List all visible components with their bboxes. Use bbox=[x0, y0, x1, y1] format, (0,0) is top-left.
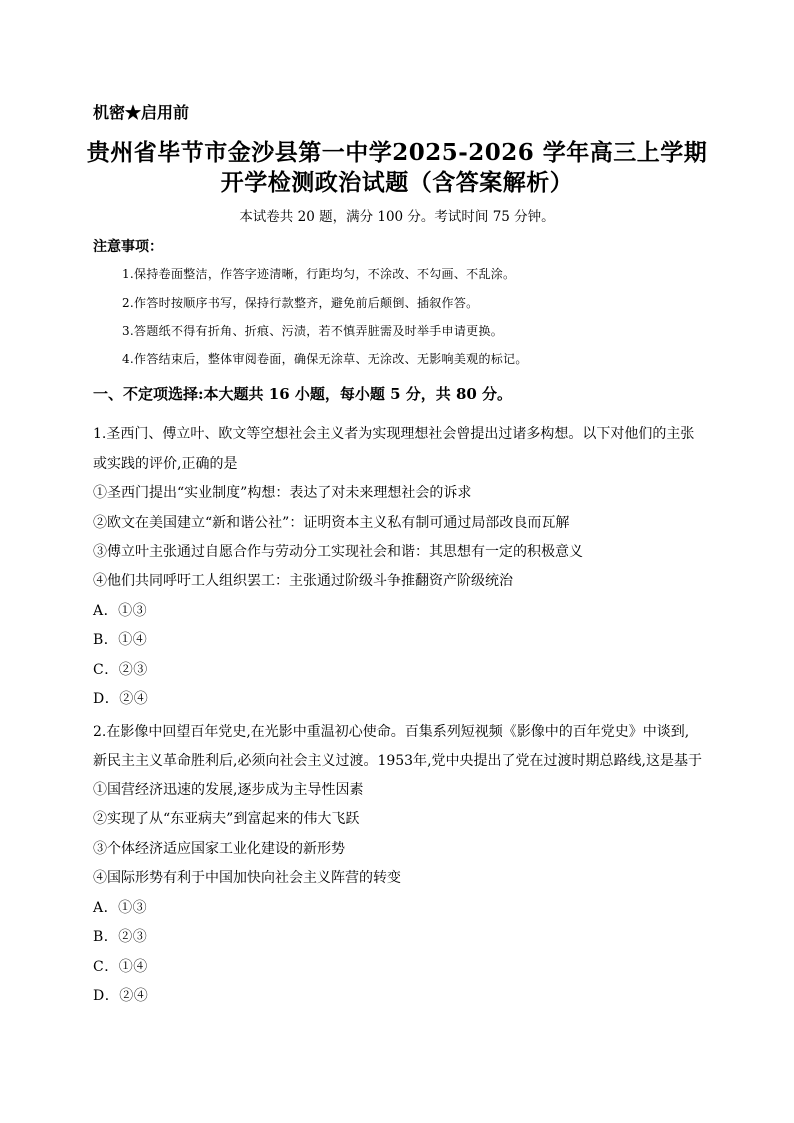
notice-item: 3.答题纸不得有折角、折痕、污渍，若不慎弄脏需及时举手申请更换。 bbox=[122, 324, 504, 338]
question-2-stem-cont: 新民主主义革命胜利后,必须向社会主义过渡。1953年,党中央提出了党在过渡时期总路线,这是基于 bbox=[93, 753, 702, 769]
question-1-option-b[interactable]: B．①④ bbox=[93, 632, 148, 648]
question-1-option-c[interactable]: C．②③ bbox=[93, 662, 148, 678]
question-1-statement: ④他们共同呼吁工人组织罢工：主张通过阶级斗争推翻资产阶级统治 bbox=[93, 573, 513, 589]
question-2-statement: ④国际形势有利于中国加快向社会主义阵营的转变 bbox=[93, 870, 401, 886]
exam-title-line2: 开学检测政治试题（含答案解析） bbox=[220, 169, 574, 196]
question-2-statement: ①国营经济迅速的发展,逐步成为主导性因素 bbox=[93, 782, 364, 798]
question-1-option-a[interactable]: A．①③ bbox=[93, 603, 148, 619]
confidential-mark: 机密★启用前 bbox=[93, 103, 190, 122]
question-2-option-c[interactable]: C．①④ bbox=[93, 959, 148, 975]
question-2-statement: ②实现了从“东亚病夫”到富起来的伟大飞跃 bbox=[93, 811, 360, 827]
notice-heading: 注意事项： bbox=[93, 239, 163, 255]
question-1-statement: ②欧文在美国建立“新和谐公社”：证明资本主义私有制可通过局部改良而瓦解 bbox=[93, 515, 570, 531]
question-1-statement: ①圣西门提出“实业制度”构想：表达了对未来理想社会的诉求 bbox=[93, 485, 472, 501]
question-1-stem-cont: 或实践的评价,正确的是 bbox=[93, 456, 238, 472]
question-1-option-d[interactable]: D．②④ bbox=[93, 691, 149, 707]
question-2-statement: ③个体经济适应国家工业化建设的新形势 bbox=[93, 841, 345, 857]
question-1-statement: ③傅立叶主张通过自愿合作与劳动分工实现社会和谐：其思想有一定的积极意义 bbox=[93, 544, 583, 560]
question-2-stem: 2.在影像中回望百年党史,在光影中重温初心使命。百集系列短视频《影像中的百年党史》中谈到, bbox=[93, 724, 690, 740]
question-2-option-b[interactable]: B．②③ bbox=[93, 929, 148, 945]
question-2-option-d[interactable]: D．②④ bbox=[93, 988, 149, 1004]
question-2-option-a[interactable]: A．①③ bbox=[93, 900, 148, 916]
section-heading: 一、不定项选择:本大题共 16 小题，每小题 5 分，共 80 分。 bbox=[93, 385, 513, 403]
exam-title-line1: 贵州省毕节市金沙县第一中学2025-2026 学年高三上学期 bbox=[86, 139, 708, 166]
notice-item: 4.作答结束后，整体审阅卷面，确保无涂草、无涂改、无影响美观的标记。 bbox=[122, 352, 528, 366]
notice-item: 1.保持卷面整洁，作答字迹清晰，行距均匀，不涂改、不勾画、不乱涂。 bbox=[122, 267, 516, 281]
notice-item: 2.作答时按顺序书写，保持行款整齐，避免前后颠倒、插叙作答。 bbox=[122, 296, 479, 310]
question-1-stem: 1.圣西门、傅立叶、欧文等空想社会主义者为实现理想社会曾提出过诸多构想。以下对他们的主张 bbox=[93, 426, 695, 442]
exam-info: 本试卷共 20 题，满分 100 分。考试时间 75 分钟。 bbox=[239, 209, 555, 225]
